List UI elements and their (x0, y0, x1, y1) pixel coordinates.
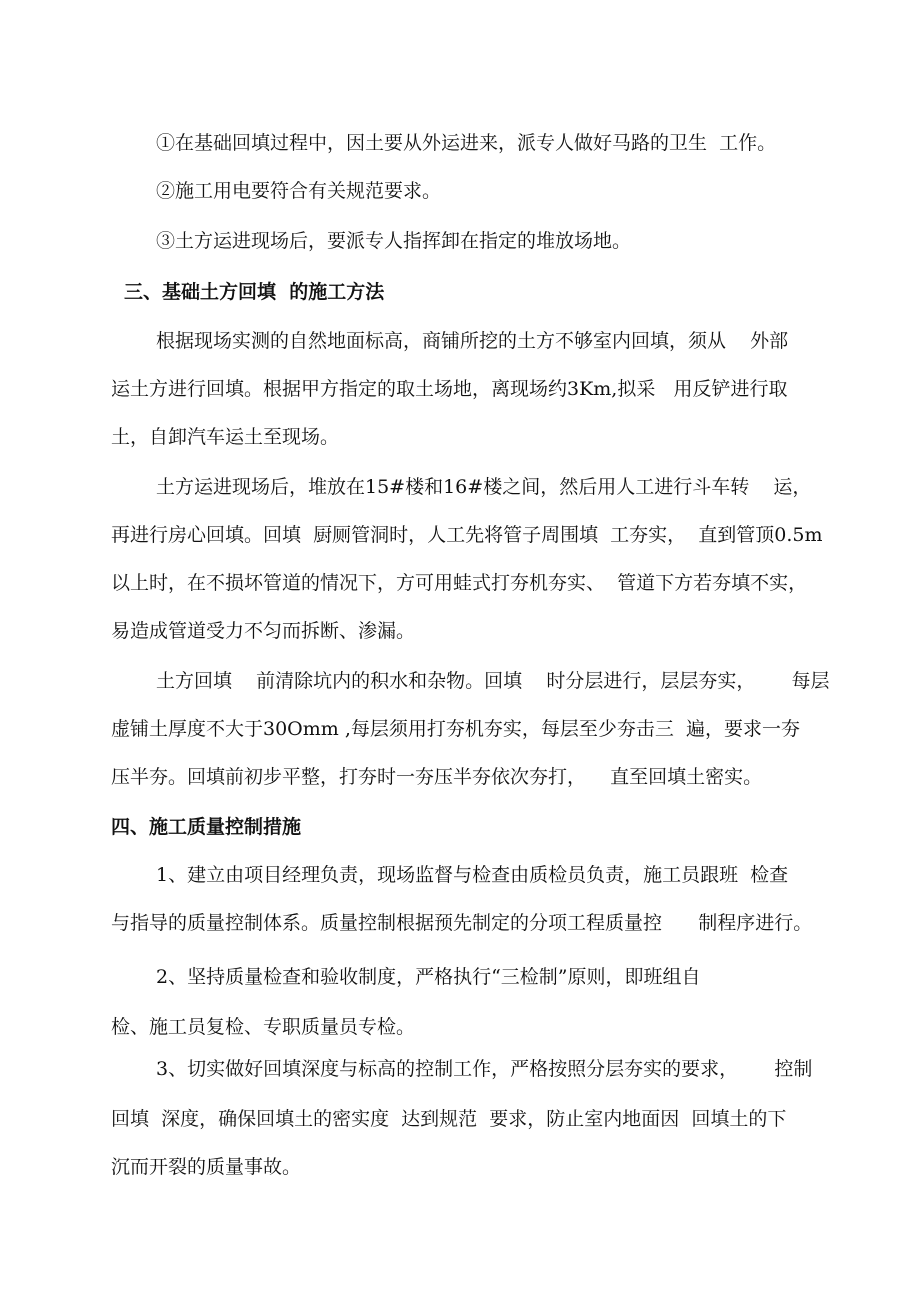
text-line: 以上时，在不损坏管道的情况下，方可用蛙式打夯机夯实、 管道下方若夯填不实， (111, 572, 808, 594)
section-heading: 四、施工质量控制措施 (111, 816, 302, 838)
text-line: 检、施工员复检、专职质量员专检。 (111, 1016, 416, 1038)
text-line: ①在基础回填过程中，因土要从外运进来，派专人做好马路的卫生 工作。 (156, 132, 777, 154)
text-line: 与指导的质量控制体系。质量控制根据预先制定的分项工程质量控 制程序进行。 (111, 912, 813, 934)
text-line: 沉而开裂的质量事故。 (111, 1156, 302, 1178)
text-line: 土方回填 前清除坑内的积水和杂物。回填 时分层进行，层层夯实， 每层 (156, 670, 830, 692)
text-line: 回填 深度，确保回填土的密实度 达到规范 要求，防止室内地面因 回填土的下 (111, 1108, 787, 1130)
section-heading: 三、基础土方回填 的施工方法 (124, 281, 385, 303)
text-line: 土，自卸汽车运土至现场。 (111, 426, 340, 448)
text-line: 再进行房心回填。回填 厨厕管洞时，人工先将管子周围填 工夯实， 直到管顶0.5m (111, 524, 823, 546)
text-line: 2、坚持质量检查和验收制度，严格执行“三检制”原则，即班组自 (156, 966, 701, 988)
text-line: 1、建立由项目经理负责，现场监督与检查由质检员负责，施工员跟班 检查 (156, 864, 789, 886)
text-line: ③土方运进现场后，要派专人指挥卸在指定的堆放场地。 (156, 230, 632, 252)
text-line: 根据现场实测的自然地面标高，商铺所挖的土方不够室内回填，须从 外部 (156, 330, 789, 352)
text-line: 3、切实做好回填深度与标高的控制工作，严格按照分层夯实的要求， 控制 (156, 1058, 813, 1080)
text-line: 压半夯。回填前初步平整，打夯时一夯压半夯依次夯打， 直至回填土密实。 (111, 766, 763, 788)
text-line: 土方运进现场后，堆放在15#楼和16#楼之间，然后用人工进行斗车转 运， (156, 476, 812, 498)
text-line: 虚铺土厚度不大于30Omm ,每层须用打夯机夯实，每层至少夯击三 遍，要求一夯 (111, 718, 800, 740)
text-line: ②施工用电要符合有关规范要求。 (156, 180, 442, 202)
text-line: 运土方进行回填。根据甲方指定的取土场地，离现场约3Km,拟采 用反铲进行取 (111, 378, 788, 400)
text-line: 易造成管道受力不匀而拆断、渗漏。 (111, 620, 416, 642)
